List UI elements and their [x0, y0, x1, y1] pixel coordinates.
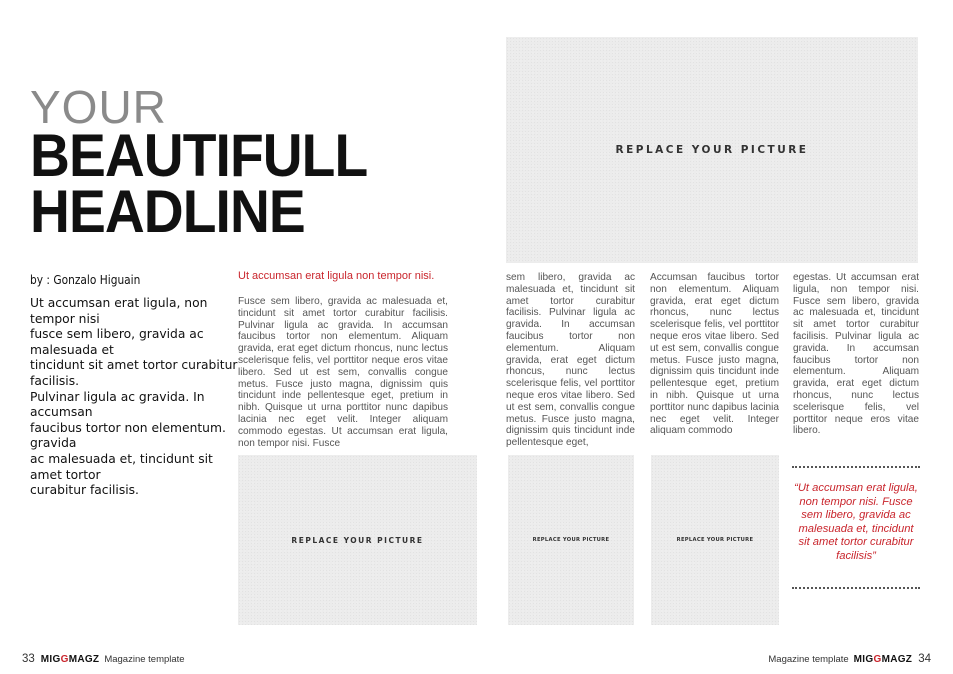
- picture-placeholder-label: REPLACE YOUR PICTURE: [676, 537, 754, 543]
- intro-line: tincidunt sit amet tortor curabitur facilisis.: [30, 358, 238, 388]
- body-column-3: Accumsan faucibus tortor non elementum. Aliquam gravida, erat eget dictum rhoncus, nunc lectus scelerisque felis, vel porttitor neque eros vitae libero. Sed ut est sem, convallis congue metus. Fusce justo magna, dignissim quis tincidunt inde pellentesque eget, pretium in nibh. Quisque ut urna porttitor nunc dapibus lacinia nec eget velit. Integer aliquam commodo: [650, 272, 779, 437]
- intro-line: faucibus tortor non elementum. gravida: [30, 420, 226, 451]
- intro-line: fusce sem libero, gravida ac malesuada et: [30, 327, 204, 357]
- page-number-left: 33: [22, 653, 35, 665]
- brand-logo: MIGGMAGZ: [853, 654, 913, 665]
- quote-divider-top: [792, 466, 920, 468]
- footer-right: [768, 653, 931, 665]
- body-column-4: egestas. Ut accumsan erat ligula, non tempor nisi. Fusce sem libero, gravida ac malesuada et, tincidunt sit amet tortor curabitur facilisis. Pulvinar ligula ac gravida. In accumsan faucibus tortor non elementum. Aliquam gravida, erat eget dictum rhoncus, nunc lectus scelerisque felis, vel porttitor neque eros vitae libero.: [793, 272, 919, 437]
- brand-logo: MIGGMAGZ: [40, 654, 100, 665]
- quote-divider-bottom: [792, 587, 920, 589]
- picture-placeholder-label: REPLACE YOUR PICTURE: [615, 144, 809, 156]
- picture-placeholder-label: REPLACE YOUR PICTURE: [532, 537, 610, 543]
- picture-placeholder-top: [506, 37, 918, 263]
- headline-line-1: YOUR: [30, 81, 167, 133]
- picture-placeholder-label: REPLACE YOUR PICTURE: [291, 535, 424, 545]
- page-number-right: 34: [918, 653, 931, 665]
- picture-placeholder-bottom-right: [651, 455, 779, 625]
- headline-line-3: HEADLINE: [30, 178, 305, 245]
- footer-left: [22, 653, 185, 665]
- pull-quote: “Ut accumsan erat ligula, non tempor nisi. Fusce sem libero, gravida ac malesuada et, tincidunt sit amet tortor curabitur facilisis”: [794, 482, 918, 562]
- intro-line: curabitur facilisis.: [30, 483, 139, 498]
- headline-line-2: BEAUTIFULL: [30, 122, 368, 189]
- byline: by : Gonzalo Higuain: [30, 272, 141, 287]
- template-label: Magazine template: [104, 654, 185, 665]
- intro-paragraph: [30, 296, 244, 499]
- body-column-1: Fusce sem libero, gravida ac malesuada et, tincidunt sit amet tortor curabitur facilisis. Pulvinar ligula ac gravida. In accumsan faucibus tortor non elementum. Aliquam gravida, erat eget dictum rhoncus, nunc lectus scelerisque felis, vel porttitor neque eros vitae libero. Sed ut est sem, convallis congue metus. Fusce justo magna, dignissim quis tincidunt inde pellentesque eget, pretium in nibh. Quisque ut urna porttitor nunc dapibus lacinia nec eget velit. Integer aliquam commodo egestas. Ut accumsan erat ligula, non tempor nisi. Fusce: [238, 296, 448, 449]
- subheading: Ut accumsan erat ligula non tempor nisi.: [238, 270, 435, 282]
- template-label: Magazine template: [768, 654, 849, 665]
- picture-placeholder-bottom-middle: [508, 455, 634, 625]
- intro-line: Pulvinar ligula ac gravida. In accumsan: [30, 389, 205, 420]
- picture-placeholder-bottom-left: [238, 455, 477, 625]
- body-column-2: sem libero, gravida ac malesuada et, tincidunt sit amet tortor curabitur facilisis. Pulvinar ligula ac gravida. In accumsan faucibus tortor non elementum. Aliquam gravida, erat eget dictum rhoncus, nunc lectus scelerisque felis, vel porttitor neque eros vitae libero. Sed ut est sem, convallis congue metus. Fusce justo magna, dignissim quis tincidunt inde pellentesque eget,: [506, 272, 635, 449]
- headline-main: [30, 122, 368, 245]
- intro-line: Ut accumsan erat ligula, non tempor nisi: [30, 296, 208, 326]
- intro-line: ac malesuada et, tincidunt sit amet tortor: [30, 451, 213, 482]
